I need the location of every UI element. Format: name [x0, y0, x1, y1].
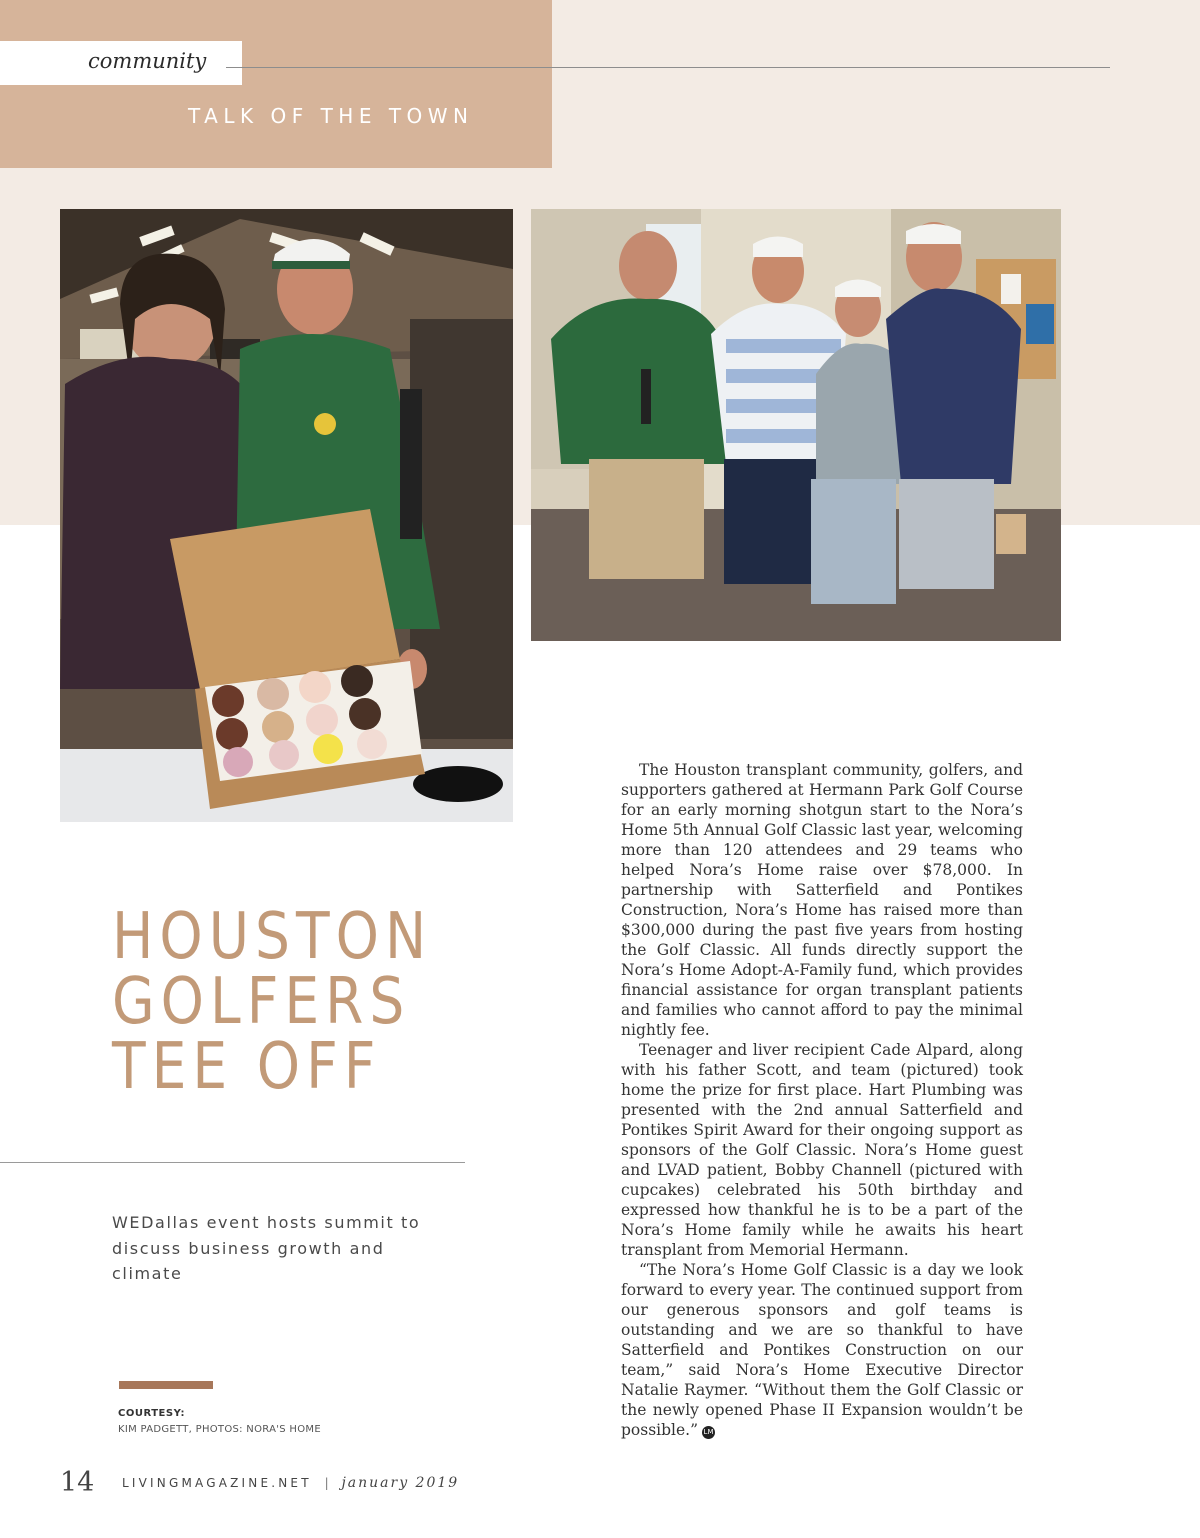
- article-dek: WEDallas event hosts summit to discuss business growth and climate: [112, 1213, 421, 1283]
- page-number: 14: [60, 1467, 95, 1498]
- credit-text: KIM PADGETT, PHOTOS: NORA'S HOME: [118, 1424, 321, 1435]
- photo-cupcakes: [60, 209, 513, 822]
- footer-site: LIVINGMAGAZINE.NET: [122, 1476, 312, 1490]
- header-rule: [226, 67, 1110, 68]
- end-mark-icon: LM: [702, 1426, 715, 1439]
- body-paragraph: The Houston transplant community, golfers, and supporters gathered at Hermann Park Golf Course for an early morning shotgun start to the Nora’s Home 5th Annual Golf Classic last year, welcoming more than 120 attendees and 29 teams who helped Nora’s Home raise over $78,000. In partnership with Satterfield and Pontikes Construction, Nora’s Home has raised more than $300,000 during the past five years from hosting the Golf Classic. All funds directly support the Nora’s Home Adopt-A-Family fund, which provides financial assistance for organ transplant patients and families who cannot afford to pay the minimal nightly fee.: [621, 761, 1023, 1039]
- credit-label: COURTESY:: [118, 1408, 185, 1419]
- footer: [122, 1475, 459, 1491]
- section-title: TALK OF THE TOWN: [188, 104, 474, 128]
- headline-rule: [0, 1162, 465, 1163]
- body-paragraph: Teenager and liver recipient Cade Alpard, along with his father Scott, and team (pictured) took home the prize for first place. Hart Plumbing was presented with the 2nd annual Satterfield and Pontikes Spirit Award for their ongoing support as sponsors of the Golf Classic. Nora’s Home guest and LVAD patient, Bobby Channell (pictured with cupcakes) celebrated his 50th birthday and expressed how thankful he is to be a part of the Nora’s Home family while he awaits his heart transplant from Memorial Hermann.: [621, 1041, 1023, 1259]
- section-tag: community: [88, 49, 207, 73]
- headline-line: GOLFERS: [112, 965, 411, 1039]
- photo-golf-team: [531, 209, 1061, 641]
- headline-line: TEE OFF: [112, 1030, 382, 1104]
- headline: [112, 900, 433, 1104]
- footer-issue: january 2019: [341, 1475, 460, 1491]
- headline-line: HOUSTON: [112, 900, 433, 974]
- body-paragraph-text: “The Nora’s Home Golf Classic is a day we look forward to every year. The continued support from our generous sponsors and golf teams is outstanding and we are so thankful to have Satterfield and Pontikes Construction on our team,” said Nora’s Home Executive Director Natalie Raymer. “Without them the Golf Classic or the newly opened Phase II Expansion wouldn’t be possible.”: [621, 1261, 1023, 1439]
- footer-separator: |: [324, 1476, 329, 1490]
- credit-accent-bar: [119, 1381, 213, 1389]
- body-paragraph-last: [621, 1260, 1023, 1440]
- article-body: [621, 760, 1023, 1440]
